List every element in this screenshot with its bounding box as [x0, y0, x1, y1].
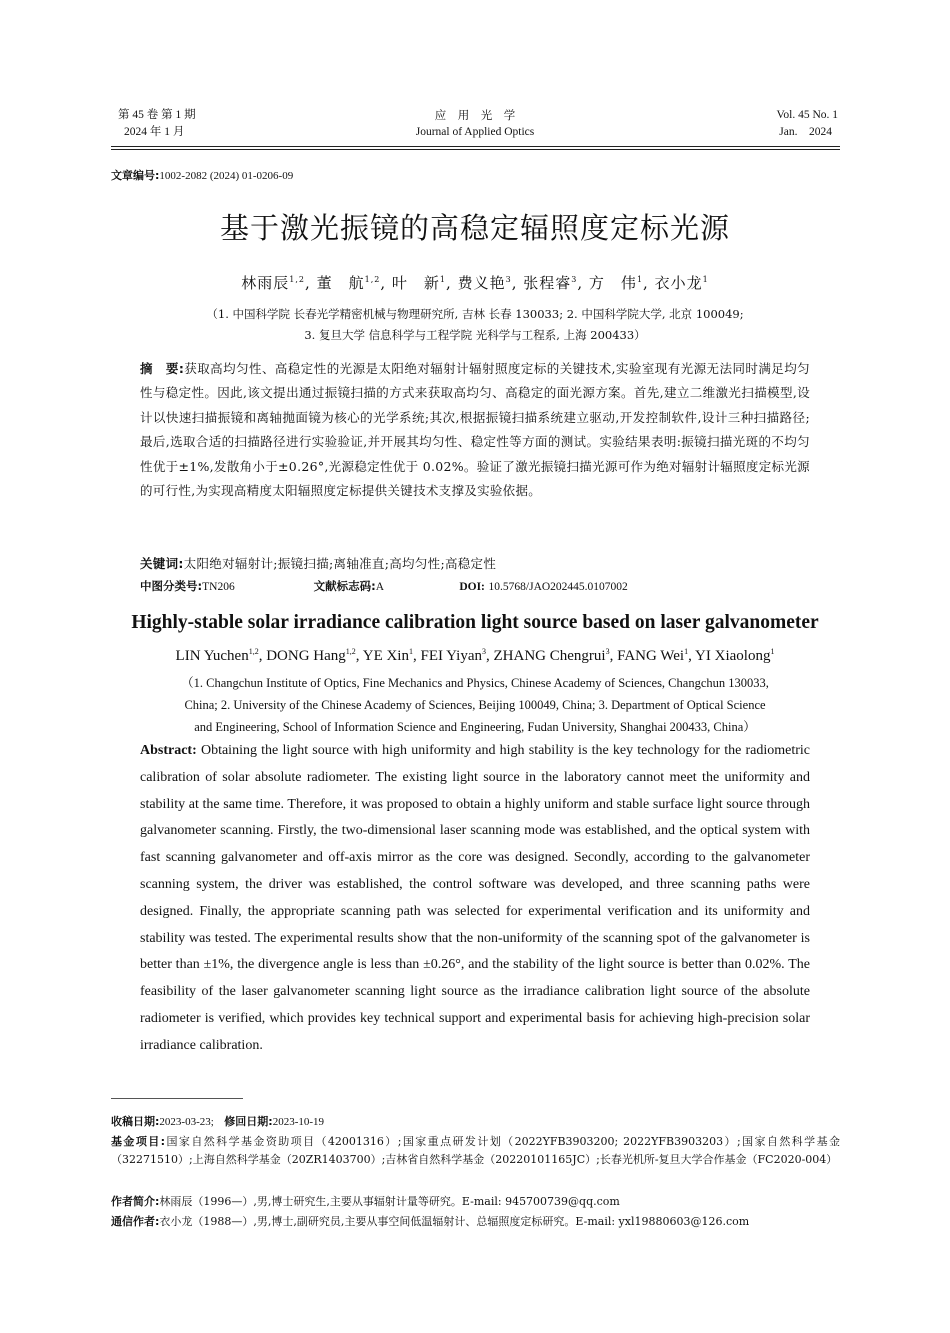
footnote-rule	[111, 1098, 243, 1099]
clc-code: 中图分类号:TN206	[140, 579, 235, 593]
footnote-fund: 基金项目:国家自然科学基金资助项目（42001316）;国家重点研发计划（2022YFB3903200; 2022YFB3903203）;国家自然科学基金（32271510）;上海自然科学基金（20ZR1403700）;吉林省自然科学基金（20220101165JC）;长春光机所-复旦大学合作基金（FC2020-004）	[111, 1135, 840, 1166]
abstract-en-label: Abstract:	[140, 743, 197, 758]
header-rule-thick	[111, 149, 840, 150]
affiliation-en-line: China; 2. University of the Chinese Academy of Sciences, Beijing 100049, China; 3. Department of Optical Science	[184, 698, 766, 712]
classification-row	[140, 578, 810, 594]
journal-name-en: Journal of Applied Optics	[415, 126, 535, 138]
affiliations-cn	[0, 304, 950, 346]
author-en: ZHANG Chengrui$^3$,	[493, 647, 618, 664]
footnote-author: 作者简介:林雨辰（1996—）,男,博士研究生,主要从事辐射计量等研究。E-mail: 945700739@qq.com	[111, 1195, 620, 1208]
author-cn: 方 伟$^1$,	[588, 274, 649, 292]
abstract-en-text: Obtaining the light source with high uniformity and high stability is the key technology for the radiometric calibration of solar absolute radiometer. The existing light source in the laboratory cannot meet the uniformity and stability at the same time. Therefore, it was proposed to obtain a highly uniform and stable surface light source through galvanometer scanning. Firstly, the two-dimensional laser scanning mode was established, and the optical system with fast scanning galvanometer and off-axis mirror as the core was designed. Secondly, according to the galvanometer scanning system, the driver was established, the control software was developed, and three scanning paths were designed. Finally, the appropriate scanning path was selected for experimental verification and its uniformity and stability was tested. The experimental results show that the non-uniformity of the scanning spot of the galvanometer is better than ±1%, the divergence angle is less than ±0.26°, and the stability of the light source is better than 0.02%. The feasibility of the laser galvanometer scanning light source as the irradiance calibration light source of the absolute radiometer is verified, which provides key technical support and experimental basis for achieving high-precision solar irradiance calibration.	[140, 743, 811, 1053]
affiliation-en-line: and Engineering, School of Information Science and Engineering, Fudan University, Shanghai 200433, China）	[194, 720, 756, 734]
abstract-cn-text: 获取高均匀性、高稳定性的光源是太阳绝对辐射计辐射照度定标的关键技术,实验室现有光源无法同时满足均匀性与稳定性。因此,该文提出通过振镜扫描的方式来获取高均匀、高稳定的面光源方案。首先,建立二维激光扫描模型,设计以快速扫描振镜和离轴抛面镜为核心的光学系统;其次,根据振镜扫描系统建立驱动,开发控制软件,设计三种扫描路径;最后,选取合适的扫描路径进行实验验证,并开展其均匀性、稳定性等方面的测试。实验结果表明:振镜扫描光斑的不均匀性优于±1%,发散角小于±0.26°,光源稳定性优于 0.02%。验证了激光振镜扫描光源可作为绝对辐射计辐照度定标光源的可行性,为实现高精度太阳辐照度定标提供关键技术支撑及实验依据。	[140, 361, 810, 499]
publication-date-en: Jan. 2024	[779, 126, 832, 138]
article-number-value: 1002-2082 (2024) 01-0206-09	[159, 170, 294, 182]
abstract-en	[140, 738, 810, 1060]
author-cn: 费义艳$^3$,	[457, 274, 518, 292]
journal-name-cn: 应 用 光 学	[434, 108, 516, 122]
doi: DOI: 10.5768/JAO202445.0107002	[459, 581, 628, 593]
header-rule-thin	[111, 146, 840, 147]
author-en: FEI Yiyan$^3$,	[420, 647, 494, 664]
title-en: Highly-stable solar irradiance calibration light source based on laser galvanometer	[131, 612, 819, 633]
author-en: YE Xin$^1$,	[362, 647, 421, 664]
affiliation-cn-line: 3. 复旦大学 信息科学与工程学院 光科学与工程系, 上海 200433）	[304, 328, 646, 342]
author-en: FANG Wei$^1$,	[617, 647, 696, 664]
volume-issue: 第 45 卷 第 1 期	[118, 109, 196, 121]
keywords-cn-text: 太阳绝对辐射计;振镜扫描;离轴准直;高均匀性;高稳定性	[183, 556, 497, 571]
author-en: DONG Hang$^{1,2}$,	[266, 647, 363, 664]
footnote-dates: 收稿日期:2023-03-23; 修回日期:2023-10-19	[111, 1115, 325, 1128]
title-cn: 基于激光振镜的高稳定辐照度定标光源	[219, 211, 730, 245]
header-left	[118, 107, 196, 141]
affiliation-en-line: （1. Changchun Institute of Optics, Fine Mechanics and Physics, Chinese Academy of Sciences, Changchun 130033,	[181, 676, 769, 690]
header-right	[700, 107, 838, 141]
header-center	[375, 107, 575, 141]
author-cn: 叶 新$^1$,	[391, 274, 452, 292]
document-code: 文献标志码:A	[313, 579, 385, 593]
article-number-label: 文章编号:	[111, 169, 160, 182]
keywords-cn-label: 关键词:	[140, 556, 184, 571]
volume-issue-en: Vol. 45 No. 1	[776, 109, 838, 121]
publication-date: 2024 年 1 月	[124, 126, 185, 138]
author-en: YI Xiaolong$^1$	[695, 647, 775, 664]
abstract-cn-label: 摘 要:	[140, 361, 185, 376]
author-en: LIN Yuchen$^{1,2}$,	[175, 647, 267, 664]
footnote-corresponding: 通信作者:衣小龙（1988—）,男,博士,副研究员,主要从事空间低温辐射计、总辐照度定标研究。E-mail: yxl19880603@126.com	[111, 1215, 750, 1228]
authors-en	[0, 648, 950, 665]
article-number	[111, 167, 293, 183]
author-cn: 林雨辰$^{1,2}$,	[241, 274, 311, 292]
keywords-cn	[140, 554, 810, 572]
authors-cn	[0, 272, 950, 293]
author-cn: 衣小龙$^1$	[654, 274, 709, 292]
affiliation-cn-line: （1. 中国科学院 长春光学精密机械与物理研究所, 吉林 长春 130033; 2. 中国科学院大学, 北京 100049;	[206, 307, 744, 321]
author-cn: 张程睿$^3$,	[523, 274, 584, 292]
abstract-cn	[140, 357, 810, 503]
author-cn: 董 航$^{1,2}$,	[316, 274, 387, 292]
affiliations-en	[0, 672, 950, 738]
